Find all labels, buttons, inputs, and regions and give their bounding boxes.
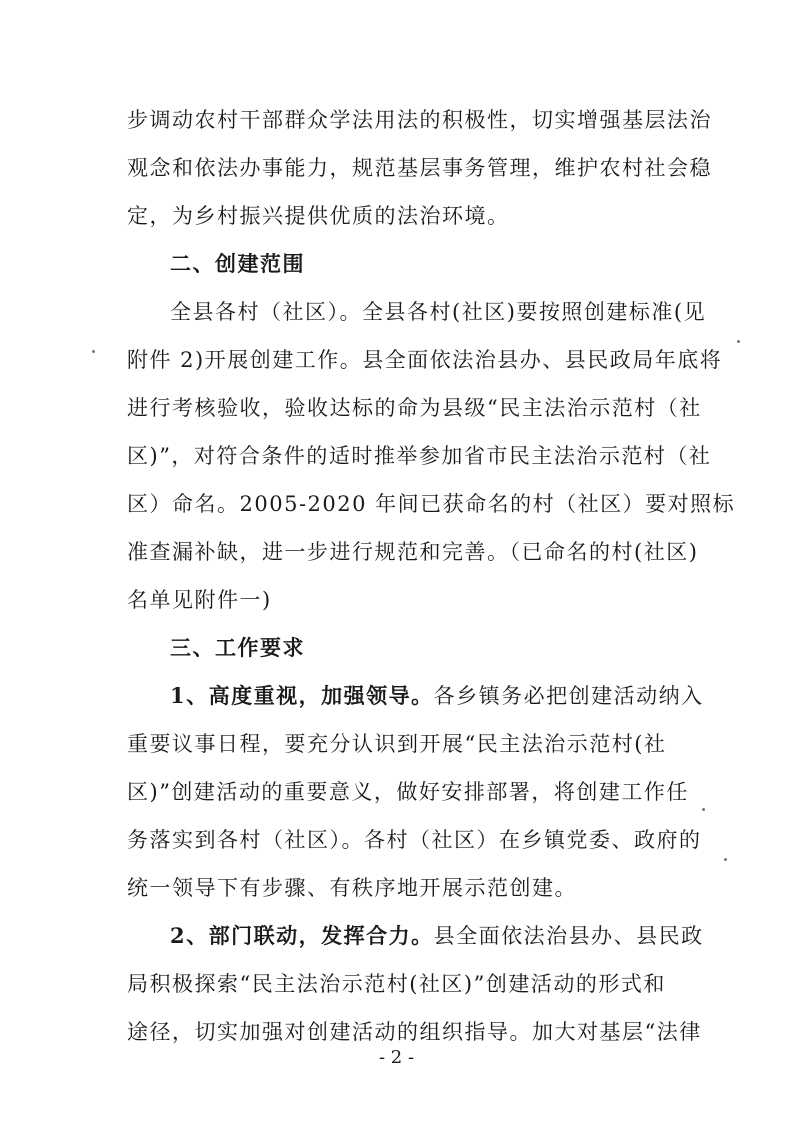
scan-speck (724, 858, 727, 861)
body-line-15: 局积极探索“民主法治示范村(社区)”创建活动的形式和 (127, 972, 666, 996)
item-2-text: 县全面依法治县办、县民政 (433, 924, 704, 948)
body-line-10: 名单见附件一) (127, 588, 272, 612)
body-line-7: 区)”，对符合条件的适时推举参加省市民主法治示范村（社 (127, 444, 712, 468)
item-1-line (170, 672, 704, 720)
body-line-2: 观念和依法办事能力，规范基层事务管理，维护农村社会稳 (127, 156, 712, 180)
item-1-continuation: 重 (127, 732, 150, 756)
body-line-3: 定，为乡村振兴提供优质的法治环境。 (127, 204, 510, 228)
scan-speck (92, 350, 95, 353)
scan-speck (702, 808, 705, 811)
section-heading-scope: 二、创建范围 (170, 252, 305, 276)
item-1-line-2: 要议事日程，要充分认识到开展“民主法治示范村(社 (149, 732, 667, 756)
item-1-text: 各乡镇务必把创建活动纳入 (433, 684, 704, 708)
body-line-8: 区）命名。2005-2020 年间已获命名的村（社区）要对照标 (127, 492, 736, 516)
body-line-4: 全县各村（社区）。全县各村(社区)要按照创建标准(见 (170, 300, 707, 324)
item-2-title: 2、部门联动，发挥合力。 (170, 923, 434, 948)
scan-speck (737, 340, 740, 343)
item-1-title: 1、高度重视，加强领导。 (170, 683, 434, 708)
body-line-16: 途径，切实加强对创建活动的组织指导。加大对基层“法律 (127, 1020, 702, 1044)
body-line-12: 区)”创建活动的重要意义，做好安排部署，将创建工作任 (127, 780, 689, 804)
body-line-11 (127, 720, 687, 768)
body-line-5: 附件 2)开展创建工作。县全面依法治县办、县民政局年底将 (127, 348, 723, 372)
item-2-line (170, 912, 704, 960)
section-heading-requirements: 三、工作要求 (170, 636, 305, 660)
body-line-6: 进行考核验收，验收达标的命为县级“民主法治示范村（社 (127, 396, 702, 420)
body-line-13: 务落实到各村（社区）。各村（社区）在乡镇党委、政府的 (127, 828, 702, 852)
page-number: - 2 - (378, 1047, 415, 1068)
body-line-1: 步调动农村干部群众学法用法的积极性，切实增强基层法治 (127, 108, 712, 132)
body-line-9: 准查漏补缺，进一步进行规范和完善。（已命名的村(社区) (127, 540, 699, 564)
body-line-14: 统一领导下有步骤、有秩序地开展示范创建。 (127, 876, 577, 900)
